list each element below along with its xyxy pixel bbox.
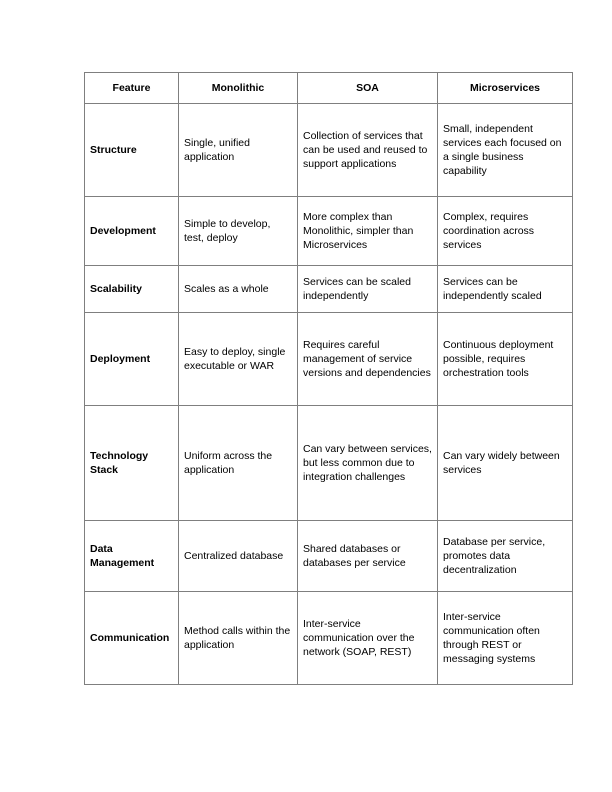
monolithic-cell: Method calls within the application — [179, 592, 298, 685]
monolithic-cell: Scales as a whole — [179, 266, 298, 313]
table-row — [85, 197, 573, 266]
table-row — [85, 592, 573, 685]
soa-cell: Collection of services that can be used and reused to support applications — [298, 104, 438, 197]
soa-cell: Requires careful management of service versions and dependencies — [298, 313, 438, 406]
monolithic-cell: Simple to develop, test, deploy — [179, 197, 298, 266]
monolithic-cell: Single, unified application — [179, 104, 298, 197]
table-header-row — [85, 73, 573, 104]
soa-cell: Services can be scaled independently — [298, 266, 438, 313]
microservices-cell: Small, independent services each focused on a single business capability — [438, 104, 573, 197]
microservices-cell: Continuous deployment possible, requires orchestration tools — [438, 313, 573, 406]
feature-cell: Scalability — [85, 266, 179, 313]
monolithic-cell: Easy to deploy, single executable or WAR — [179, 313, 298, 406]
table-row — [85, 266, 573, 313]
header-feature: Feature — [85, 73, 179, 104]
header-microservices: Microservices — [438, 73, 573, 104]
table-row — [85, 406, 573, 521]
monolithic-cell: Uniform across the application — [179, 406, 298, 521]
microservices-cell: Inter-service communication often through REST or messaging systems — [438, 592, 573, 685]
microservices-cell: Database per service, promotes data decentralization — [438, 521, 573, 592]
table-row — [85, 104, 573, 197]
feature-cell: Structure — [85, 104, 179, 197]
feature-cell: Development — [85, 197, 179, 266]
header-monolithic: Monolithic — [179, 73, 298, 104]
soa-cell: More complex than Monolithic, simpler than Microservices — [298, 197, 438, 266]
feature-cell: Deployment — [85, 313, 179, 406]
header-soa: SOA — [298, 73, 438, 104]
soa-cell: Can vary between services, but less common due to integration challenges — [298, 406, 438, 521]
soa-cell: Inter-service communication over the network (SOAP, REST) — [298, 592, 438, 685]
microservices-cell: Can vary widely between services — [438, 406, 573, 521]
table-row — [85, 521, 573, 592]
feature-cell: Communication — [85, 592, 179, 685]
feature-cell: Data Management — [85, 521, 179, 592]
feature-cell: Technology Stack — [85, 406, 179, 521]
microservices-cell: Services can be independently scaled — [438, 266, 573, 313]
soa-cell: Shared databases or databases per service — [298, 521, 438, 592]
microservices-cell: Complex, requires coordination across services — [438, 197, 573, 266]
table-row — [85, 313, 573, 406]
comparison-table — [84, 72, 573, 685]
monolithic-cell: Centralized database — [179, 521, 298, 592]
